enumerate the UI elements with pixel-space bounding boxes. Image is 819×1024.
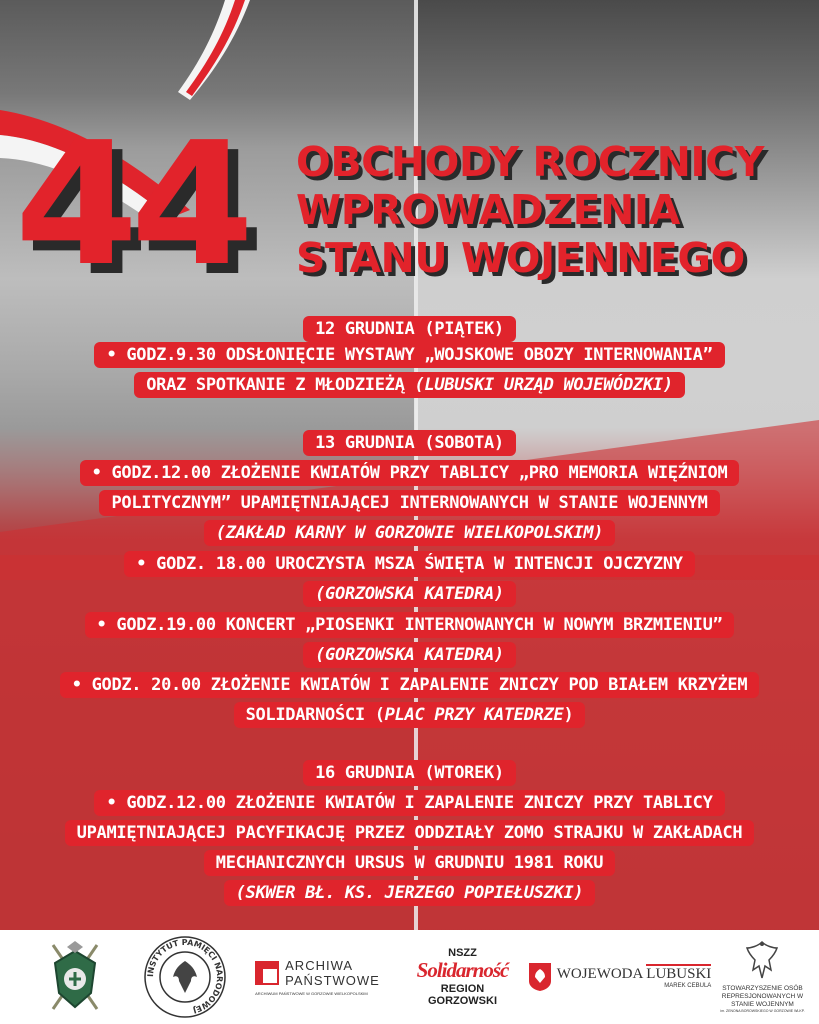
archiwa-subtitle: ARCHIWUM PAŃSTWOWE W GORZOWIE WIELKOPOLSKIM <box>255 991 368 996</box>
day-12-header-row <box>0 316 819 342</box>
day-13-line-9 <box>234 702 586 728</box>
military-emblem-logo <box>40 930 110 1024</box>
day-12-line-2 <box>134 372 685 398</box>
wojewoda-name: MAREK CEBULA <box>664 982 712 989</box>
ipn-ring-text: INSTYTUT PAMIĘCI NARODOWEJ <box>145 937 225 1015</box>
stowarzyszenie-line-1: STOWARZYSZENIE OSÓB <box>722 985 803 992</box>
day-16-line-1-row <box>0 790 819 816</box>
day-13-location-1: (ZAKŁAD KARNY W GORZOWIE WIELKOPOLSKIM) <box>204 520 615 546</box>
day-16-line-1: • GODZ.12.00 ZŁOŻENIE KWIATÓW I ZAPALENIE ZNICZY PRZY TABLICY <box>94 790 724 816</box>
day-13-line-2: POLITYCZNYM” UPAMIĘTNIAJĄCEJ INTERNOWANYCH W STANIE WOJENNYM <box>99 490 719 516</box>
polish-eagle-shield-icon <box>529 963 551 991</box>
day-13-header: 13 GRUDNIA (SOBOTA) <box>303 430 516 456</box>
lubuski-word: LUBUSKI <box>646 965 712 982</box>
day-13-line-8: • GODZ. 20.00 ZŁOŻENIE KWIATÓW I ZAPALENIE ZNICZY POD BIAŁEM KRZYŻEM <box>60 672 760 698</box>
archiwa-title <box>285 958 380 988</box>
archiwa-row <box>255 958 380 988</box>
day-12-line-2-text: ORAZ SPOTKANIE Z MŁODZIEŻĄ <box>146 375 415 395</box>
eagle-emblem-icon <box>745 940 779 980</box>
title-line-3: STANU WOJENNEGO <box>296 234 745 282</box>
archiwa-block <box>255 958 380 996</box>
archiwa-square-icon <box>255 961 279 985</box>
stowarzyszenie-logo <box>715 930 810 1024</box>
day-13-location-3: (GORZOWSKA KATEDRA) <box>303 642 516 668</box>
day-12-line-2-row <box>0 372 819 398</box>
archiwa-panstwowe-logo <box>255 930 380 1024</box>
day-16-header-row <box>0 760 819 786</box>
day-16-line-2: UPAMIĘTNIAJĄCEJ PACYFIKACJĘ PRZEZ ODDZIAŁY ZOMO STRAJKU W ZAKŁADACH <box>65 820 755 846</box>
day-16-line-2-row <box>0 820 819 846</box>
day-12-location: (LUBUSKI URZĄD WOJEWÓDZKI) <box>414 375 673 395</box>
day-13-line-4: • GODZ. 18.00 UROCZYSTA MSZA ŚWIĘTA W INTENCJI OJCZYZNY <box>124 551 694 577</box>
day-12-line-1-row <box>0 342 819 368</box>
day-13-line-7-row <box>0 642 819 668</box>
day-13-line-6-row <box>0 612 819 638</box>
day-13-line-1-row <box>0 460 819 486</box>
day-13-location-4: PLAC PRZY KATEDRZE <box>384 705 564 725</box>
day-16-line-3: MECHANICZNYCH URSUS W GRUDNIU 1981 ROKU <box>204 850 615 876</box>
wojewoda-logo <box>535 930 712 1024</box>
day-12-line-1: • GODZ.9.30 ODSŁONIĘCIE WYSTAWY „WOJSKOWE OBOZY INTERNOWANIA” <box>94 342 724 368</box>
day-13-line-9-text: SOLIDARNOŚCI ( <box>245 705 385 725</box>
day-16-header: 16 GRUDNIA (WTOREK) <box>303 760 516 786</box>
nszz-label: NSZZ <box>448 947 477 959</box>
wojewoda-row <box>529 963 712 991</box>
ipn-seal-icon <box>143 935 227 1019</box>
day-13-line-5-row <box>0 581 819 607</box>
solidarnosc-wordmark: Solidarność <box>416 958 509 982</box>
day-13-line-9-close: ) <box>563 705 574 725</box>
day-13-line-8-row <box>0 672 819 698</box>
stowarzyszenie-line-3: STANIE WOJENNYM <box>731 1001 794 1008</box>
solidarnosc-logo <box>405 930 520 1024</box>
anniversary-number: 44 <box>14 106 247 304</box>
military-emblem-icon <box>45 937 105 1017</box>
day-13-location-2: (GORZOWSKA KATEDRA) <box>303 581 516 607</box>
day-13-line-9-row <box>0 702 819 728</box>
day-13-line-1: • GODZ.12.00 ZŁOŻENIE KWIATÓW PRZY TABLICY „PRO MEMORIA WIĘŹNIOM <box>80 460 740 486</box>
day-16-location: (SKWER BŁ. KS. JERZEGO POPIEŁUSZKI) <box>224 880 596 906</box>
title-line-1: OBCHODY ROCZNICY <box>296 138 764 186</box>
stowarzyszenie-line-2: REPRESJONOWANYCH W <box>721 993 804 1000</box>
day-13-header-row <box>0 430 819 456</box>
stowarzyszenie-block <box>720 940 804 1014</box>
region-label: REGION GORZOWSKI <box>427 983 498 1007</box>
day-12-header: 12 GRUDNIA (PIĄTEK) <box>303 316 516 342</box>
day-13-line-3-row <box>0 520 819 546</box>
solidarnosc-block <box>405 947 520 1007</box>
ipn-logo <box>140 930 230 1024</box>
day-13-line-6: • GODZ.19.00 KONCERT „PIOSENKI INTERNOWANYCH W NOWYM BRZMIENIU” <box>85 612 735 638</box>
wojewoda-title <box>557 966 712 983</box>
day-13-line-2-row <box>0 490 819 516</box>
title-line-2: WPROWADZENIA <box>296 186 680 234</box>
wojewoda-word: WOJEWODA <box>556 965 643 982</box>
footer-logos <box>0 930 819 1024</box>
stowarzyszenie-line-4: im. ZENONA BOROWSKIEGO W GORZOWIE WLKP. <box>720 1009 805 1013</box>
archiwa-title-line-1: ARCHIWA <box>285 958 354 973</box>
wojewoda-text <box>557 966 712 989</box>
day-13-line-4-row <box>0 551 819 577</box>
day-16-line-3-row <box>0 850 819 876</box>
poster-title <box>296 138 764 282</box>
day-16-line-4-row <box>0 880 819 906</box>
archiwa-title-line-2: PAŃSTWOWE <box>285 973 380 988</box>
